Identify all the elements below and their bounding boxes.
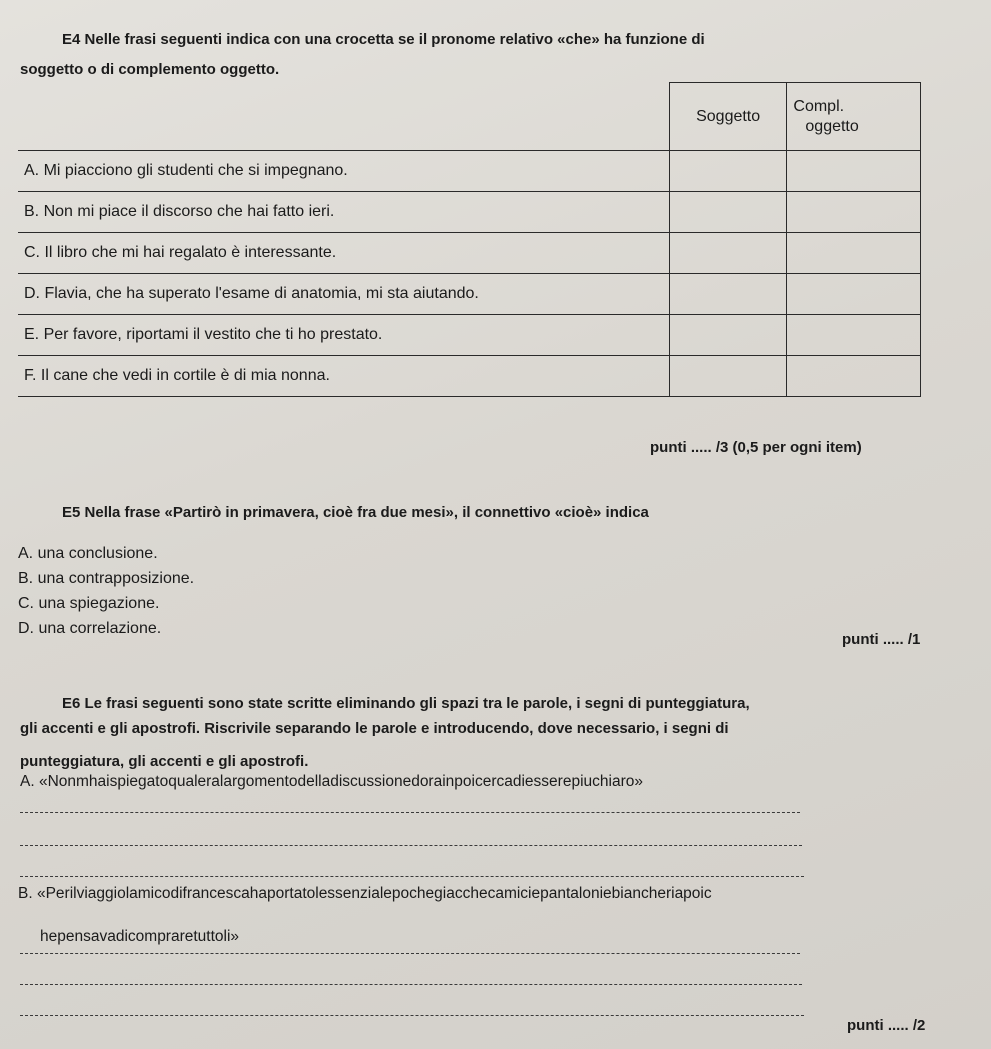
e6-answer-line-a2[interactable] bbox=[20, 845, 802, 846]
e4-sentence: B. Non mi piace il discorso che hai fatto ieri. bbox=[18, 192, 669, 233]
e4-header-empty-cell bbox=[18, 83, 669, 151]
e6-instruction-line1: E6 Le frasi seguenti sono state scritte eliminando gli spazi tra le parole, i segni di punteggiatura, bbox=[62, 695, 750, 712]
e4-checkbox-soggetto[interactable] bbox=[669, 274, 787, 315]
e4-checkbox-soggetto[interactable] bbox=[669, 233, 787, 274]
e4-header-soggetto: Soggetto bbox=[669, 83, 787, 151]
e6-answer-line-a1[interactable] bbox=[20, 812, 800, 813]
e4-sentence: E. Per favore, riportami il vestito che ti ho prestato. bbox=[18, 315, 669, 356]
e4-header-compl-line1: Compl. bbox=[793, 97, 845, 115]
e4-sentence: A. Mi piacciono gli studenti che si impegnano. bbox=[18, 151, 669, 192]
e4-checkbox-soggetto[interactable] bbox=[669, 315, 787, 356]
e4-sentence: F. Il cane che vedi in cortile è di mia nonna. bbox=[18, 356, 669, 397]
e6-sentence-a: A. «Nonmhaispiegatoqualeralargomentodelladiscussionedorainpoicercadiesserepiuchiaro» bbox=[20, 773, 643, 790]
e4-checkbox-compl-oggetto[interactable] bbox=[787, 315, 921, 356]
e5-question: E5 Nella frase «Partirò in primavera, cioè fra due mesi», il connettivo «cioè» indica bbox=[62, 504, 649, 521]
e4-score: punti ..... /3 (0,5 per ogni item) bbox=[650, 439, 862, 456]
e5-option-a[interactable]: A. una conclusione. bbox=[18, 545, 158, 562]
e5-option-c[interactable]: C. una spiegazione. bbox=[18, 595, 160, 612]
table-row bbox=[18, 151, 921, 192]
e4-instruction-line2: soggetto o di complemento oggetto. bbox=[20, 61, 280, 78]
table-row bbox=[18, 356, 921, 397]
e4-checkbox-soggetto[interactable] bbox=[669, 192, 787, 233]
table-row bbox=[18, 233, 921, 274]
e4-checkbox-compl-oggetto[interactable] bbox=[787, 192, 921, 233]
table-row bbox=[18, 192, 921, 233]
e6-sentence-b-line1: B. «Perilviaggiolamicodifrancescahaportatolessenzialepochegiacchecamiciepantaloniebiancheriapoic bbox=[18, 885, 712, 902]
e6-answer-line-b2[interactable] bbox=[20, 984, 802, 985]
e4-instruction-line1: E4 Nelle frasi seguenti indica con una crocetta se il pronome relativo «che» ha funzione di bbox=[62, 31, 705, 48]
e4-checkbox-compl-oggetto[interactable] bbox=[787, 356, 921, 397]
e4-table bbox=[18, 82, 921, 397]
e6-instruction-line3: punteggiatura, gli accenti e gli apostrofi. bbox=[20, 753, 309, 770]
e6-answer-line-b1[interactable] bbox=[20, 953, 800, 954]
e4-checkbox-compl-oggetto[interactable] bbox=[787, 151, 921, 192]
table-row bbox=[18, 315, 921, 356]
e5-option-d[interactable]: D. una correlazione. bbox=[18, 620, 162, 637]
e4-checkbox-soggetto[interactable] bbox=[669, 356, 787, 397]
e6-answer-line-b3[interactable] bbox=[20, 1015, 804, 1016]
e4-checkbox-soggetto[interactable] bbox=[669, 151, 787, 192]
e6-answer-line-a3[interactable] bbox=[20, 876, 804, 877]
e6-sentence-b-line2: hepensavadicompraretuttoli» bbox=[40, 928, 240, 945]
e6-instruction-line2: gli accenti e gli apostrofi. Riscrivile separando le parole e introducendo, dove necessario, i segni di bbox=[20, 720, 729, 737]
e4-header-compl-line2: oggetto bbox=[805, 117, 859, 135]
e5-option-b[interactable]: B. una contrapposizione. bbox=[18, 570, 195, 587]
e4-table-header-row bbox=[18, 83, 921, 151]
e4-checkbox-compl-oggetto[interactable] bbox=[787, 233, 921, 274]
e4-sentence: D. Flavia, che ha superato l'esame di anatomia, mi sta aiutando. bbox=[18, 274, 669, 315]
e5-score: punti ..... /1 bbox=[842, 631, 921, 648]
e4-sentence: C. Il libro che mi hai regalato è interessante. bbox=[18, 233, 669, 274]
table-row bbox=[18, 274, 921, 315]
e6-score: punti ..... /2 bbox=[847, 1017, 926, 1034]
e4-checkbox-compl-oggetto[interactable] bbox=[787, 274, 921, 315]
e4-header-compl-oggetto bbox=[787, 83, 921, 151]
